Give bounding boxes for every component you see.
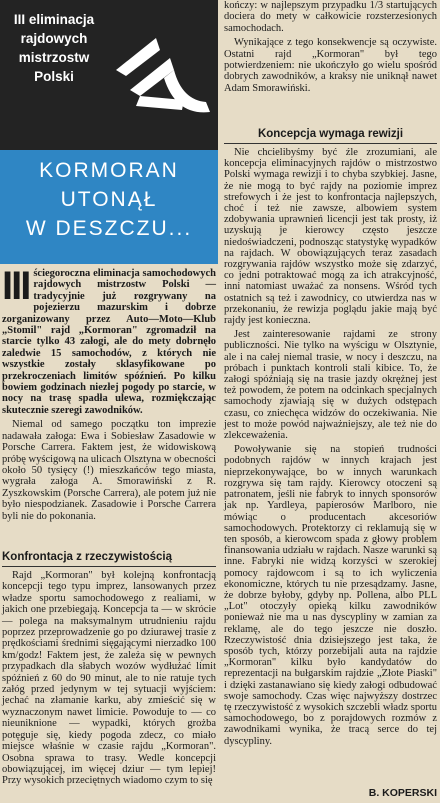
lead-text-2: Niemal od samego początku ton imprezie nadawała załoga: Ewa i Sobiesław Zasadowie w Porsche Carrera. Faktem jest, że widowiskową próbę wyścigową na ulicach Olsztyna w obecności około 50 tysięcy (!) mieszkańców tego miasta, wygrała załoga A. Smorawiński z R. Zyszkowskim (Porsche Carrera), ale potem już nie było niespodzianek. Zasadowie i Porsche Carrera byli nie do pokonania.	[2, 419, 217, 522]
drop-cap: III	[2, 264, 30, 308]
headline-line-2: UTONĄŁ	[60, 188, 158, 211]
series-line-2: rajdowych	[20, 31, 88, 46]
section-heading-revision: Koncepcja wymaga rewizji	[224, 125, 437, 144]
headline-line-1: KORMORAN	[39, 159, 179, 182]
paragraph: Wynikające z tego konsekwencje są oczywiste. Ostatni rajd „Kormoran" był tego potwierdzeniem: nie ukończyło go wielu spośród dobrych zawodników, a kraksy nie uniknął nawet Adam Smorawiński.	[224, 37, 437, 94]
kormoran-bird-logo-icon	[110, 30, 214, 120]
series-label	[4, 10, 104, 86]
lead-text: ściegoroczna eliminacja samochodowych rajdowych mistrzostw Polski — tradycyjnie już rozgrywany na pojezierzu mazurskim i dobrze zorganizowany przez Auto—Moto—Klub „Stomil" rajd „Kormoran" zgromadził na starcie tylko 43 załogi, ale do mety dobrnęło zaledwie 15 samochodów, z których nie wszystkie zostały sklasyfikowane po przekroczeniach limitów spóźnień. Po kilku bowiem godzinach niezłej pogody po starcie, w nocy na trasę spadła ulewa, rozmiękczając skutecznie szeregi zawodników.	[2, 268, 216, 416]
lead-paragraph	[2, 264, 217, 522]
headline	[0, 150, 218, 264]
article-body-continued	[224, 0, 437, 94]
series-line-4: Polski	[34, 69, 74, 84]
series-banner	[0, 0, 218, 150]
paragraph: Powoływanie się na stopień trudności podobnych rajdów w innych krajach jest nieprzekonywające, bo w innych warunkach rozgrywa się tam rajdy. Kierowcy otoczeni są patronatem, jeśli nie fabryk to innych sponsorów jak np. Yardleya, papierosów Marlboro, nie mówiąc o producentach akcesoriów samochodowych. Protektorzy ci reklamują się w ten sposób, a kierowcom spada z głowy problem finansowania udziału w rajdach. Nasze warunki są inne. Fabryki nie widzą korzyści w szerokiej pomocy rajdowcom i są to ich wyliczenia ekonomiczne, których tu nie przesądzamy. Jasne, że dobrze byłoby, gdyby np. Pollena, albo PLL „Lot" otoczyły opieką kilku zawodników ponieważ nie ma u nas dyscypliny w zamian za reklamę, ale do tego jeszcze nie doszło. Rzeczywistość dnia dzisiejszego jest taka, że sposób tych, którzy porzebijali auta na rajdzie „Kormoran" kilku było kandydatów do reprezentacji na bułgarskim rajdzie „Złote Piaski" i dzięki zastanawiano się kiedy załogi odbudować swoje samochody. Czas więc najwyższy dostrzec tę rzeczywistość z wysokich szczebli władz sportu samochodowego, bo z porajdowych rozmów z zawodnikami wynika, że tracą serce do tej dyscypliny.	[224, 444, 437, 747]
right-column	[224, 0, 437, 803]
article-body-confrontation	[2, 570, 216, 787]
paragraph: Rajd „Kormoran" był kolejną konfrontacją koncepcji tego typu imprez, lansowanych przez władze sportu samochodowego z realiami, w jakich one przebiegają. Koncepcja ta — w skrócie — polega na maksymalnym utrudnieniu rajdu poprzez przeprowadzenie go po dziurawej trasie z prędkościami średnimi sięgającymi nierzadko 100 km/godz! Faktem jest, że zależa się w pewnych przypadkach dla słabych wozów wydłużać limit spóźnień z 60 do 90 minut, ale to nie ratuje tych załóg przed jedynym w tej sytuacji wyjściem: jechać na złamanie karku, aby zmieścić się w wyznaczonym nawet limicie. Powoduje to — co nieuniknione — wypadki, których grożba potęguje się, kiedy pogoda zdecz, co miało miejsce właśnie w czasie rajdu „Kormoran". Osobna sprawa to trasy. Wedle koncepcji obowiązującej, im więcej dziur — tym lepiej! Przy wysokich przeciętnych wiadomo czym to się	[2, 570, 216, 787]
headline-line-3: W DESZCZU...	[25, 217, 193, 240]
paragraph: Nie chcielibyśmy być źle zrozumiani, ale koncepcja eliminacyjnych rajdów o mistrzostwo Polski wymaga rewizji i to chyba szybkiej. Jasne, że nie mogą to być rajdy na poziomie imprez strefowych i że jest to konfrontacja najlepszych, choć i też nie zawsze, albowiem system zdobywania uprawnień licencji jest tak prosty, iż uzyskują je kierowcy często jeszcze niedoświadczeni, podnosząc statystykę wypadków na rajdach. W obowiązujących teraz zasadach rozgrywania rajdów wszystko może się zdarzyć, co jedni potraktować mogą za ich atrakcyjność, inni natomiast uważać za nonsens. Wśród tych ostatnich są też i zawodnicy, co utwierdza nas w przekonaniu, że rewizja poglądu jakie mają być rajdy jest konieczna.	[224, 147, 437, 327]
author-byline: B. KOPERSKI	[368, 787, 437, 799]
left-column	[0, 0, 218, 803]
series-line-1: III eliminacja	[13, 12, 95, 27]
paragraph: kończy: w najlepszym przypadku 1/3 startujących dociera do mety w całkowicie rozsterzesionych samochodach.	[224, 0, 437, 34]
paragraph: Jest zainteresowanie rajdami ze strony publiczności. Nie tylko na wyścigu w Olsztynie, ale i na całej niemal trasie, w nocy i deszczu, na próbach i punktach kontroli stali kibice. To, że załogi spóźniają się na trasie jazdy okrężnej jest też powodem, że potem na odcinkach specjalnych samochody zjawiają się w dużych odstępach czasu, co zniechęca widzów do oczekiwania. Nie jest to może powód najważniejszy, ale też nie do zlekceważenia.	[224, 329, 437, 442]
series-line-3: mistrzostw	[18, 50, 90, 65]
article-body-revision	[224, 147, 437, 747]
section-heading-confrontation: Konfrontacja z rzeczywistością	[2, 548, 216, 567]
